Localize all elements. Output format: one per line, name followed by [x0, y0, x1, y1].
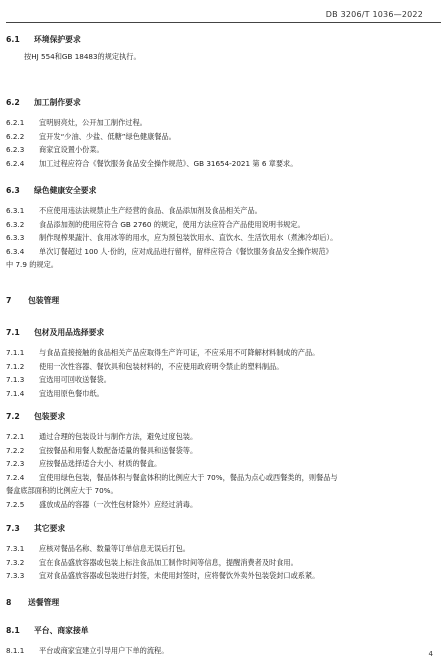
- clause-text: 不应使用违法法规禁止生产经营的食品、食品添加剂及食品相关产品。: [39, 206, 262, 215]
- clause-item: [6, 117, 147, 128]
- clause-number: 6.3.3: [6, 233, 25, 242]
- clause-text: 应核对餐品名称、数量等订单信息无误后打包。: [39, 544, 190, 553]
- section-s61: [6, 34, 436, 61]
- section-s71: [6, 327, 436, 398]
- clause-item: [6, 158, 297, 169]
- section-heading: [6, 523, 436, 534]
- clause-item: [6, 388, 104, 399]
- clause-text: 制作现榨果蔬汁、食用冰等的用水，应为预包装饮用水、直饮水、生活饮用水（煮沸冷却后）。: [39, 233, 338, 242]
- clause-item: [6, 431, 197, 442]
- clause-text: 应按餐品选择适合大小、材质的餐盒。: [39, 459, 162, 468]
- clause-item: [6, 570, 319, 581]
- section-s81: [6, 625, 436, 655]
- page-number: 4: [428, 650, 433, 658]
- section-number: 7: [6, 296, 12, 305]
- clause-item: [6, 219, 305, 230]
- clause-text: 宜选用原色餐巾纸。: [39, 388, 104, 398]
- section-number: 7.2: [6, 412, 20, 421]
- clause-text: 加工过程应符合《餐饮服务食品安全操作规范》、GB 31654-2021 第 6 章要求。: [39, 158, 298, 168]
- section-title: 其它要求: [34, 524, 66, 533]
- section-title: 包装管理: [28, 296, 60, 305]
- section-number: 8.1: [6, 626, 20, 635]
- header-divider: [6, 22, 441, 23]
- clause-number: 7.2.5: [6, 499, 25, 509]
- clause-text: 宜使用绿色包装，餐品体积与餐盒体积的比例应大于 70%，餐品为点心或西餐类的，则餐品与: [39, 472, 338, 482]
- clause-text: 商家宜设置小份菜。: [39, 145, 104, 154]
- section-title: 环境保护要求: [34, 35, 81, 44]
- clause-number: 6.3.1: [6, 206, 25, 215]
- clause-continuation: 餐盒底部面积的比例应大于 70%。: [6, 486, 118, 495]
- clause-text: 盛放成品的容器（一次性包材除外）应经过消毒。: [39, 499, 198, 509]
- section-number: 7.1: [6, 328, 20, 337]
- section-number: 8: [6, 598, 12, 607]
- clause-number: 7.1.1: [6, 348, 25, 357]
- clause-text: 宜开发“少油、少盐、低糖”绿色健康餐品。: [39, 131, 176, 141]
- clause-number: 7.3.1: [6, 544, 25, 553]
- clause-number: 6.3.4: [6, 246, 25, 256]
- clause-text: 使用一次性容器、餐饮具和包装材料的，不应使用政府明令禁止的塑料制品。: [39, 361, 284, 371]
- clause-number: 7.3.3: [6, 571, 25, 580]
- section-heading: [6, 625, 436, 636]
- section-heading: [6, 295, 436, 306]
- clause-number: 7.1.2: [6, 361, 25, 371]
- section-number: 7.3: [6, 524, 20, 533]
- clause-item: [6, 472, 338, 483]
- section-s63: [6, 185, 436, 269]
- clause-item: [6, 458, 161, 469]
- section-heading: [6, 597, 436, 608]
- clause-number: 7.2.1: [6, 432, 25, 441]
- clause-text: 宜选用可回收送餐袋。: [39, 375, 111, 384]
- section-heading: [6, 34, 436, 45]
- section-title: 加工制作要求: [34, 98, 81, 107]
- section-heading: [6, 185, 436, 196]
- clause-item: [6, 144, 104, 155]
- clause-item: [6, 374, 111, 385]
- section-s8: [6, 597, 436, 608]
- clause-item: [6, 131, 176, 142]
- clause-text: 宜对食品盛放容器或包装进行封签，未使用封签时，应将餐饮外卖外包装袋封口或系紧。: [39, 571, 320, 580]
- section-heading: [6, 327, 436, 338]
- clause-item: [6, 499, 197, 510]
- section-number: 6.1: [6, 35, 20, 44]
- clause-item: [6, 361, 283, 372]
- clause-number: 7.1.3: [6, 375, 25, 384]
- clause-number: 7.2.2: [6, 445, 25, 455]
- clause-text: 宜在食品盛放容器或包装上标注食品加工制作时间等信息，提醒消费者及时食用。: [39, 557, 298, 567]
- section-title: 送餐管理: [28, 598, 60, 607]
- document-code: DB 3206/T 1036—2022: [325, 10, 423, 19]
- section-title: 包材及用品选择要求: [34, 328, 105, 337]
- clause-item: [6, 645, 168, 656]
- clause-continuation: 中 7.9 的规定。: [6, 260, 58, 269]
- clause-number: 7.2.4: [6, 472, 25, 482]
- paragraph: 按HJ 554和GB 18483的规定执行。: [24, 52, 141, 61]
- clause-number: 8.1.1: [6, 646, 25, 655]
- section-s7: [6, 295, 436, 306]
- clause-number: 7.3.2: [6, 557, 25, 567]
- clause-item: [6, 347, 319, 358]
- clause-item: [6, 543, 190, 554]
- clause-text: 食品添加剂的使用应符合 GB 2760 的规定，使用方法应符合产品使用说明书规定。: [39, 219, 305, 229]
- clause-item: [6, 557, 298, 568]
- section-s72: [6, 411, 436, 509]
- clause-item: [6, 246, 333, 257]
- clause-text: 通过合理的包装设计与制作方法，避免过度包装。: [39, 432, 198, 441]
- clause-number: 6.2.2: [6, 131, 25, 141]
- clause-text: 宜明厨亮灶，公开加工制作过程。: [39, 118, 147, 127]
- clause-text: 单次订餐超过 100 人·份的，应对成品进行留样，留样应符合《餐饮服务食品安全操作规范》: [39, 246, 333, 256]
- section-heading: [6, 97, 436, 108]
- clause-text: 宜按餐品和用餐人数配备适量的餐具和送餐袋等。: [39, 445, 198, 455]
- section-title: 绿色健康安全要求: [34, 186, 97, 195]
- section-title: 包装要求: [34, 412, 66, 421]
- clause-number: 7.1.4: [6, 388, 25, 398]
- clause-item: [6, 445, 197, 456]
- clause-item: [6, 205, 262, 216]
- clause-number: 6.3.2: [6, 219, 25, 229]
- clause-number: 6.2.1: [6, 118, 25, 127]
- clause-number: 6.2.3: [6, 145, 25, 154]
- clause-number: 6.2.4: [6, 158, 25, 168]
- clause-number: 7.2.3: [6, 459, 25, 468]
- section-s62: [6, 97, 436, 168]
- section-number: 6.3: [6, 186, 20, 195]
- clause-text: 与食品直接接触的食品相关产品应取得生产许可证，不应采用不可降解材料制成的产品。: [39, 348, 320, 357]
- section-title: 平台、商家接单: [34, 626, 89, 635]
- section-s73: [6, 523, 436, 580]
- clause-text: 平台或商家宜建立引导用户下单的流程。: [39, 646, 169, 655]
- clause-item: [6, 232, 337, 243]
- section-heading: [6, 411, 436, 422]
- section-number: 6.2: [6, 98, 20, 107]
